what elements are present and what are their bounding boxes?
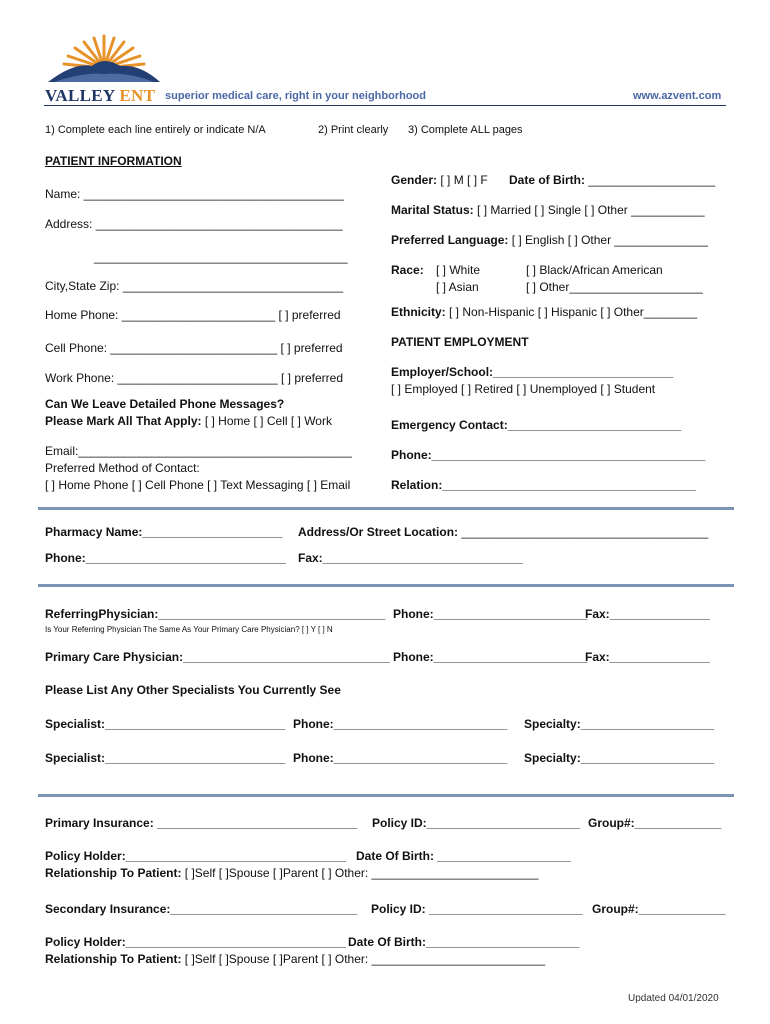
dob-label: Date of Birth: [509, 173, 585, 187]
pharmacy-fax-field[interactable]: Fax:______________________________ [298, 551, 523, 565]
primary-group-field[interactable]: Group#:_____________ [588, 816, 722, 830]
city-state-zip-field[interactable]: City,State Zip: _________________________________ [45, 279, 344, 293]
primary-insurance-field[interactable]: Primary Insurance: ______________________________ [45, 816, 358, 830]
ethnicity-options[interactable]: [ ] Non-Hispanic [ ] Hispanic [ ] Other________ [449, 305, 698, 319]
relationship-1-options[interactable]: [ ]Self [ ]Spouse [ ]Parent [ ] Other: _________________________ [181, 866, 539, 880]
dob-field[interactable]: ___________________ [588, 173, 716, 187]
secondary-insurance-field[interactable]: Secondary Insurance:____________________________ [45, 902, 358, 916]
please-mark-row [45, 414, 332, 428]
address-line-2[interactable]: ______________________________________ [94, 250, 348, 264]
address-field[interactable]: Address: _____________________________________ [45, 217, 343, 231]
race-white-option[interactable]: [ ] White [436, 263, 481, 277]
specialist-2-phone-field[interactable]: Phone:__________________________ [293, 751, 508, 765]
marital-label: Marital Status: [391, 203, 474, 217]
home-phone-field[interactable]: Home Phone: _______________________ [ ] preferred [45, 308, 341, 322]
policy-holder-2-field[interactable]: Policy Holder:_________________________________ [45, 935, 346, 949]
language-row [391, 233, 708, 247]
race-black-option[interactable]: [ ] Black/African American [526, 263, 663, 277]
primary-care-phone-field[interactable]: Phone:_______________________ [393, 650, 588, 664]
instruction-3: 3) Complete ALL pages [408, 124, 523, 136]
marital-options[interactable]: [ ] Married [ ] Single [ ] Other ___________ [477, 203, 705, 217]
relationship-1-row [45, 866, 538, 880]
employer-field[interactable]: Employer/School:___________________________ [391, 365, 674, 379]
referring-fax-field[interactable]: Fax:_______________ [585, 607, 710, 621]
pharmacy-name-field[interactable]: Pharmacy Name:_____________________ [45, 525, 283, 539]
specialist-2-field[interactable]: Specialist:___________________________ [45, 751, 286, 765]
sunrise-mountain-icon [44, 32, 164, 88]
policy-holder-1-field[interactable]: Policy Holder:_________________________________ [45, 849, 346, 863]
employment-heading: PATIENT EMPLOYMENT [391, 335, 529, 349]
gender-options[interactable]: [ ] M [ ] F [440, 173, 488, 187]
name-field[interactable]: Name: _______________________________________ [45, 187, 344, 201]
specialist-1-phone-field[interactable]: Phone:__________________________ [293, 717, 508, 731]
referring-phone-field[interactable]: Phone:_______________________ [393, 607, 588, 621]
relation-field[interactable]: Relation:______________________________________ [391, 478, 696, 492]
employment-options[interactable]: [ ] Employed [ ] Retired [ ] Unemployed [ ] Student [391, 382, 656, 396]
section-divider-1 [38, 507, 734, 510]
work-phone-field[interactable]: Work Phone: ________________________ [ ] preferred [45, 371, 344, 385]
emergency-phone-field[interactable]: Phone:_________________________________________ [391, 448, 706, 462]
instruction-1: 1) Complete each line entirely or indicate N/A [45, 124, 266, 136]
tagline: superior medical care, right in your neighborhood [165, 90, 426, 102]
relationship-2-options[interactable]: [ ]Self [ ]Spouse [ ]Parent [ ] Other: __________________________ [181, 952, 546, 966]
emergency-contact-field[interactable]: Emergency Contact:__________________________ [391, 418, 682, 432]
specialists-heading: Please List Any Other Specialists You Currently See [45, 683, 341, 697]
pharmacy-address-field[interactable]: _____________________________________ [461, 525, 709, 539]
language-label: Preferred Language: [391, 233, 509, 247]
logo [44, 32, 164, 88]
referring-physician-field[interactable]: ReferringPhysician:__________________________________ [45, 607, 386, 621]
race-label: Race: [391, 263, 424, 277]
header-divider [44, 105, 726, 106]
pharmacy-phone-field[interactable]: Phone:______________________________ [45, 551, 286, 565]
section-divider-3 [38, 794, 734, 797]
pharmacy-address-row [298, 525, 708, 539]
instruction-2: 2) Print clearly [318, 124, 389, 136]
race-asian-option[interactable]: [ ] Asian [436, 280, 479, 294]
specialist-1-field[interactable]: Specialist:___________________________ [45, 717, 286, 731]
dob-row [509, 173, 715, 187]
marital-status-row [391, 203, 705, 217]
language-options[interactable]: [ ] English [ ] Other ______________ [511, 233, 708, 247]
section-divider-2 [38, 584, 734, 587]
pharmacy-address-label: Address/Or Street Location: [298, 525, 459, 539]
message-options[interactable]: [ ] Home [ ] Cell [ ] Work [201, 414, 332, 428]
secondary-policy-id-field[interactable]: Policy ID: _______________________ [371, 902, 583, 916]
ethnicity-row [391, 305, 697, 319]
contact-method-options[interactable]: [ ] Home Phone [ ] Cell Phone [ ] Text Messaging [ ] Email [45, 478, 351, 492]
patient-info-heading: PATIENT INFORMATION [45, 154, 182, 168]
detailed-messages-question: Can We Leave Detailed Phone Messages? [45, 397, 285, 411]
gender-label: Gender: [391, 173, 438, 187]
same-physician-question[interactable]: Is Your Referring Physician The Same As Your Primary Care Physician? [ ] Y [ ] N [45, 625, 333, 634]
relationship-1-label: Relationship To Patient: [45, 866, 182, 880]
relationship-2-row [45, 952, 545, 966]
primary-care-physician-field[interactable]: Primary Care Physician:_______________________________ [45, 650, 390, 664]
policy-holder-1-dob-field[interactable]: Date Of Birth: ____________________ [356, 849, 571, 863]
brand-ent: ENT [119, 86, 156, 105]
email-field[interactable]: Email:_________________________________________ [45, 444, 352, 458]
policy-holder-2-dob-field[interactable]: Date Of Birth:_______________________ [348, 935, 580, 949]
specialist-2-specialty-field[interactable]: Specialty:____________________ [524, 751, 715, 765]
race-other-option[interactable]: [ ] Other____________________ [526, 280, 703, 294]
brand-name [45, 86, 155, 106]
secondary-group-field[interactable]: Group#:_____________ [592, 902, 726, 916]
contact-method-label: Preferred Method of Contact: [45, 461, 200, 475]
ethnicity-label: Ethnicity: [391, 305, 446, 319]
gender-row [391, 173, 488, 187]
primary-policy-id-field[interactable]: Policy ID:_______________________ [372, 816, 581, 830]
updated-date: Updated 04/01/2020 [628, 993, 719, 1004]
brand-valley: VALLEY [45, 86, 115, 105]
website-link[interactable]: www.azvent.com [633, 90, 722, 102]
specialist-1-specialty-field[interactable]: Specialty:____________________ [524, 717, 715, 731]
relationship-2-label: Relationship To Patient: [45, 952, 182, 966]
cell-phone-field[interactable]: Cell Phone: _________________________ [ ] preferred [45, 341, 343, 355]
please-mark-label: Please Mark All That Apply: [45, 414, 202, 428]
primary-care-fax-field[interactable]: Fax:_______________ [585, 650, 710, 664]
